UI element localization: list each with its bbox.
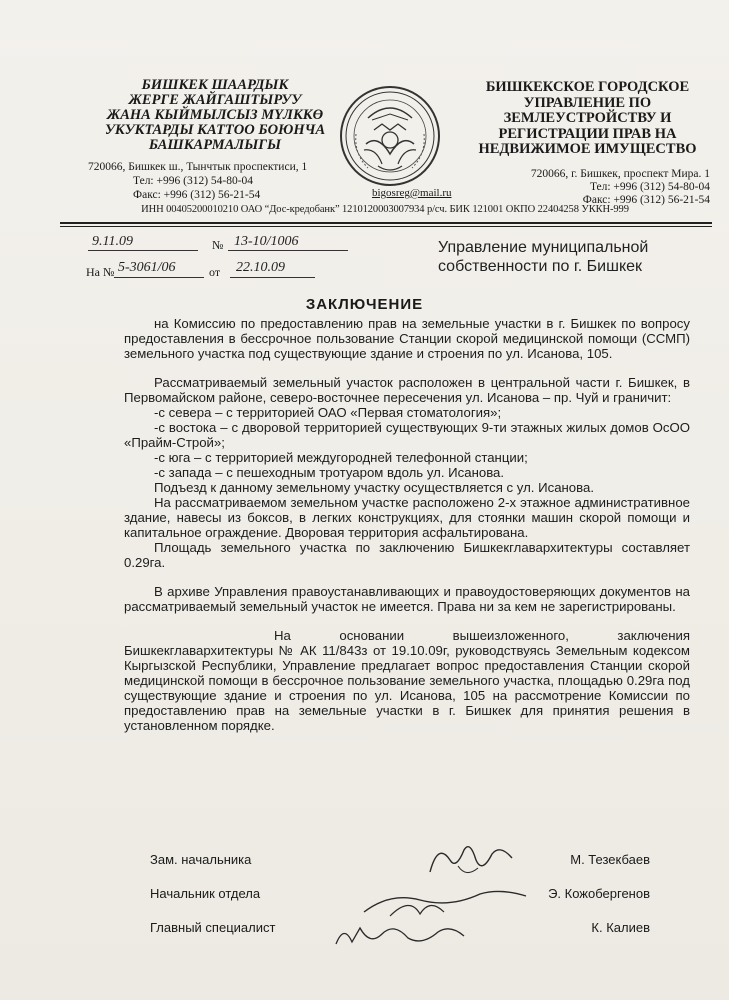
header-right-line: ЗЕМЛЕУСТРОЙСТВУ И bbox=[503, 110, 672, 126]
signature-mark bbox=[330, 916, 470, 952]
signatory-name: М. Тезекбаев bbox=[570, 852, 650, 867]
header-divider-thin bbox=[60, 226, 712, 227]
registration-number: 13-10/1006 bbox=[234, 234, 299, 249]
header-left-fax: Факс: +996 (312) 56-21-54 bbox=[133, 189, 261, 201]
body-paragraph: На основании вышеизложенного, заключения Бишкекглавархитектуры № АК 11/843з от 19.10.09г, руководствуясь Земельным кодексом Кыргызской Республики, Управление предлагает вопрос предоставления Станции скорой медицинской помощи в бессрочное пользование земельного участка, площадью 0.29га под существующие здание и строения по ул. Исанова, 105 на рассмотрение Комиссии по предоставлению прав на земельные участки в г. Бишкек для принятия решения в установленном порядке. bbox=[124, 628, 690, 733]
document-body bbox=[124, 316, 690, 733]
body-paragraph: В архиве Управления правоустанавливающих и правоудостоверяющих документов на рассматриваемый земельный участок не имеется. Права ни за кем не зарегистрированы. bbox=[124, 584, 690, 614]
reference-number: 5-3061/06 bbox=[118, 260, 176, 275]
reference-date: 22.10.09 bbox=[236, 260, 285, 275]
body-paragraph: на Комиссию по предоставлению прав на земельные участки в г. Бишкек по вопросу предоставления в бессрочное пользование Станции скорой медицинской помощи (ССМП) земельного участка под существующие здание и строения по ул. Исанова, 105. bbox=[124, 316, 690, 361]
signature-mark bbox=[420, 836, 520, 882]
reference-number-line bbox=[114, 277, 204, 278]
signatory-row bbox=[150, 852, 650, 870]
registration-date-line bbox=[88, 250, 198, 251]
header-right-line: БИШКЕКСКОЕ ГОРОДСКОЕ bbox=[485, 79, 690, 95]
boundary-item: -с севера – с территорией ОАО «Первая стоматология»; bbox=[154, 405, 502, 420]
body-paragraph: Рассматриваемый земельный участок расположен в центральной части г. Бишкек, в Первомайском районе, северо-восточнее пересечения ул. Исанова – пр. Чуй и граничит: bbox=[124, 375, 690, 405]
header-right-line: РЕГИСТРАЦИИ ПРАВ НА bbox=[498, 125, 677, 142]
signatory-position: Главный специалист bbox=[150, 920, 276, 935]
addressee-line: Управление муниципальной bbox=[438, 239, 649, 256]
body-paragraph: Подъезд к данному земельному участку осуществляется с ул. Исанова. bbox=[154, 480, 595, 495]
header-left-line: ЖЕРГЕ ЖАЙГАШТЫРУУ bbox=[128, 92, 302, 108]
header-divider bbox=[60, 222, 712, 224]
signatory-name: К. Калиев bbox=[591, 920, 650, 935]
registration-number-line bbox=[228, 250, 348, 251]
boundary-item: -с юга – с территорией междугородней телефонной станции; bbox=[154, 450, 528, 465]
header-left-line: ЖАНА КЫЙМЫЛСЫЗ МҮЛККӨ bbox=[106, 107, 324, 123]
header-left-contacts bbox=[88, 160, 338, 202]
header-right-contacts bbox=[470, 168, 710, 207]
header-left-line: БАШКАРМАЛЫГЫ bbox=[148, 137, 282, 153]
registration-date: 9.11.09 bbox=[92, 234, 133, 249]
body-paragraph: Площадь земельного участка по заключению Бишкекглавархитектуры составляет 0.29га. bbox=[124, 540, 690, 570]
registration-no-label: № bbox=[212, 238, 224, 252]
header-right-phone: Тел: +996 (312) 54-80-04 bbox=[589, 181, 710, 193]
email-address: bigosreg@mail.ru bbox=[372, 187, 452, 199]
reference-label: На № bbox=[86, 265, 115, 279]
addressee bbox=[438, 238, 678, 276]
reference-from-label: от bbox=[209, 265, 221, 279]
header-right-fax: Факс: +996 (312) 56-21-54 bbox=[582, 194, 710, 206]
header-right-line: НЕДВИЖИМОЕ ИМУЩЕСТВО bbox=[478, 141, 697, 157]
header-right-org bbox=[470, 80, 705, 158]
boundary-item: -с востока – с дворовой территорией существующих 9-ти этажных жилых домов ОсОО «Прайм-Строй»; bbox=[124, 420, 690, 450]
header-left-address: 720066, Бишкек ш., Тынчтык проспектиси, 1 bbox=[88, 161, 308, 173]
signatory-position: Зам. начальника bbox=[150, 852, 252, 867]
header-right-line: УПРАВЛЕНИЕ ПО bbox=[523, 94, 652, 111]
header-left-phone: Тел: +996 (312) 54-80-04 bbox=[133, 175, 254, 187]
bank-details: ИНН 00405200010210 ОАО “Дос-кредобанк” 1210120003007934 р/сч. БИК 121001 ОКПО 22404258 УККН-999 bbox=[141, 204, 629, 215]
state-emblem-icon bbox=[338, 84, 442, 188]
reference-date-line bbox=[230, 277, 315, 278]
header-left-org bbox=[95, 78, 335, 153]
header-right-address: 720066, г. Бишкек, проспект Мира. 1 bbox=[530, 168, 710, 180]
body-paragraph: На рассматриваемом земельном участке расположено 2-х этажное административное здание, навесы из боксов, в легких конструкциях, для стоянки машин скорой помощи и капитальное ограждение. Дворовая территория асфальтирована. bbox=[124, 495, 690, 540]
signatory-name: Э. Кожобергенов bbox=[548, 886, 650, 901]
header-left-line: УКУКТАРДЫ КАТТОО БОЮНЧА bbox=[104, 122, 326, 138]
document-title: ЗАКЛЮЧЕНИЕ bbox=[305, 296, 424, 313]
header-left-line: БИШКЕК ШААРДЫК bbox=[141, 77, 289, 93]
addressee-line: собственности по г. Бишкек bbox=[438, 258, 643, 275]
signatory-position: Начальник отдела bbox=[150, 886, 261, 901]
boundary-item: -с запада – с пешеходным тротуаром вдоль ул. Исанова. bbox=[154, 465, 505, 480]
